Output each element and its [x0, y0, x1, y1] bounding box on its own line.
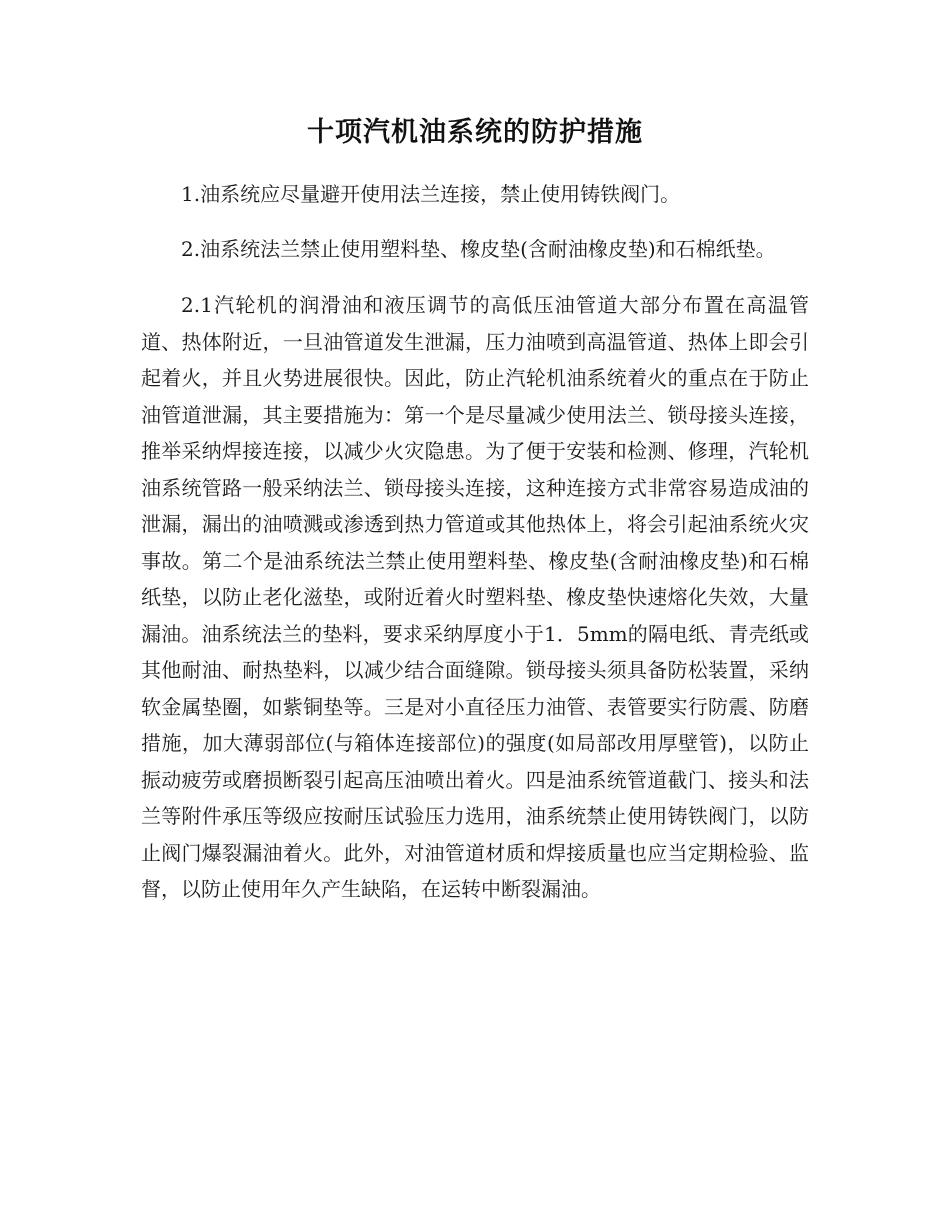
- document-title: 十项汽机油系统的防护措施: [307, 117, 643, 148]
- paragraph-2-1: 2.1汽轮机的润滑油和液压调节的高低压油管道大部分布置在高温管道、热体附近，一旦油管道发生泄漏，压力油喷到高温管道、热体上即会引起着火，并且火势进展很快。因此，防止汽轮机油系统着火的重点在于防止油管道泄漏，其主要措施为：第一个是尽量减少使用法兰、锁母接头连接，推举采纳焊接连接，以减少火灾隐患。为了便于安装和检测、修理，汽轮机油系统管路一般采纳法兰、锁母接头连接，这种连接方式非常容易造成油的泄漏，漏出的油喷溅或渗透到热力管道或其他热体上，将会引起油系统火灾事故。第二个是油系统法兰禁止使用塑料垫、橡皮垫(含耐油橡皮垫)和石棉纸垫，以防止老化滋垫，或附近着火时塑料垫、橡皮垫快速熔化失效，大量漏油。油系统法兰的垫料，要求采纳厚度小于1．5mm的隔电纸、青壳纸或其他耐油、耐热垫料，以减少结合面缝隙。锁母接头须具备防松装置，采纳软金属垫圈，如紫铜垫等。三是对小直径压力油管、表管要实行防震、防磨措施，加大薄弱部位(与箱体连接部位)的强度(如局部改用厚壁管)，以防止振动疲劳或磨损断裂引起高压油喷出着火。四是油系统管道截门、接头和法兰等附件承压等级应按耐压试验压力选用，油系统禁止使用铸铁阀门，以防止阀门爆裂漏油着火。此外，对油管道材质和焊接质量也应当定期检验、监督，以防止使用年久产生缺陷，在运转中断裂漏油。: [141, 293, 809, 901]
- paragraph-1: 1.油系统应尽量避开使用法兰连接，禁止使用铸铁阀门。: [181, 182, 681, 206]
- document-page: [141, 112, 809, 928]
- paragraph-2: 2.油系统法兰禁止使用塑料垫、橡皮垫(含耐油橡皮垫)和石棉纸垫。: [181, 236, 776, 261]
